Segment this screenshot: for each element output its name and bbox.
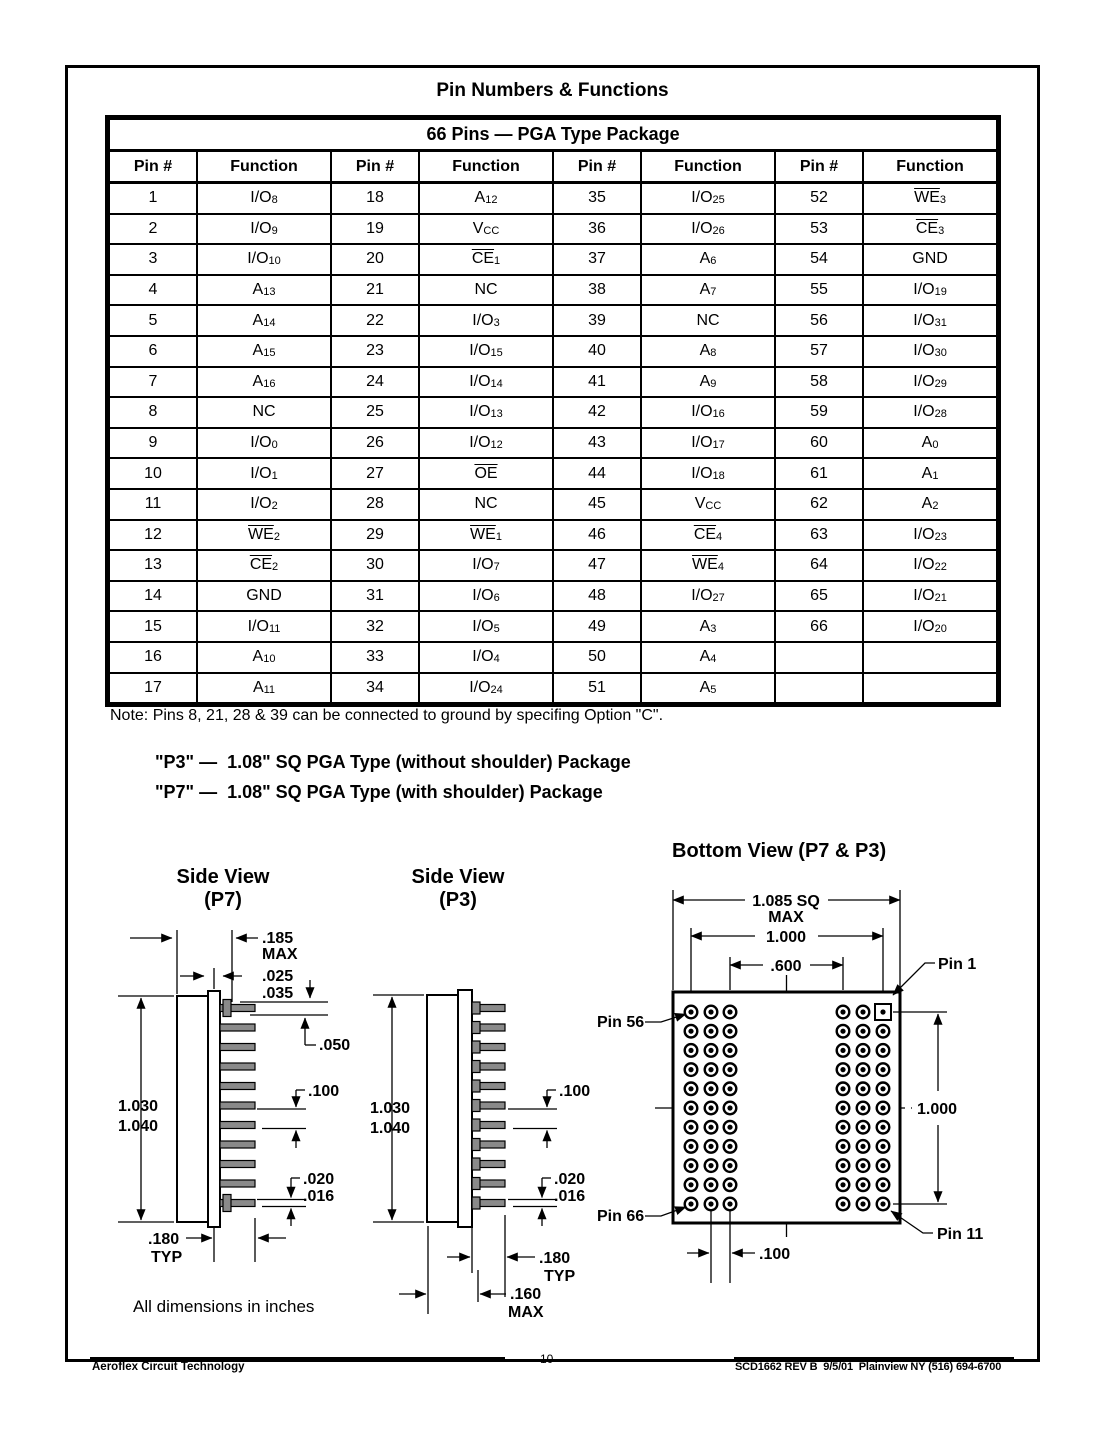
pin-function-cell: $\overline{WE}3$ bbox=[863, 183, 997, 214]
pin-number-cell: 45 bbox=[553, 489, 641, 520]
pin-number-cell: 38 bbox=[553, 275, 641, 306]
table-row bbox=[109, 489, 997, 520]
col-header-pin: Pin # bbox=[775, 151, 863, 183]
pin-number-cell: 59 bbox=[775, 397, 863, 428]
pin-function-cell: GND bbox=[197, 581, 331, 612]
pin-function-cell bbox=[863, 642, 997, 673]
pin-number-cell bbox=[775, 642, 863, 673]
pin-number-cell: 47 bbox=[553, 550, 641, 581]
table-row bbox=[109, 336, 997, 367]
dim-180-typ: TYP bbox=[544, 1268, 576, 1285]
pin-function-cell: VCC bbox=[641, 489, 775, 520]
dim-body-height-1: 1.030 bbox=[118, 1098, 159, 1115]
pin-function-cell: A13 bbox=[197, 275, 331, 306]
pin-number-cell: 20 bbox=[331, 244, 419, 275]
pin-function-cell: I/O18 bbox=[641, 458, 775, 489]
pin-number-cell: 32 bbox=[331, 611, 419, 642]
pin-function-cell: I/O21 bbox=[863, 581, 997, 612]
pin-number-cell: 50 bbox=[553, 642, 641, 673]
table-row bbox=[109, 305, 997, 336]
pin-number-cell: 8 bbox=[109, 397, 197, 428]
pin-function-cell: GND bbox=[863, 244, 997, 275]
dim-160: .160 bbox=[510, 1286, 542, 1303]
col-header-pin: Pin # bbox=[109, 151, 197, 183]
pin-number-cell: 25 bbox=[331, 397, 419, 428]
pin-function-cell: I/O31 bbox=[863, 305, 997, 336]
pin-number-cell: 46 bbox=[553, 520, 641, 551]
pin-function-cell: A11 bbox=[197, 673, 331, 704]
col-header-function: Function bbox=[197, 151, 331, 183]
footer-rule-right bbox=[734, 1357, 1014, 1359]
dim-body-height-2: 1.040 bbox=[118, 1118, 159, 1135]
dim-lead-020: .020 bbox=[554, 1171, 586, 1188]
pin-function-cell: $\overline{CE}2$ bbox=[197, 550, 331, 581]
dim-160-max: MAX bbox=[508, 1304, 544, 1321]
col-header-pin: Pin # bbox=[331, 151, 419, 183]
pin-function-cell: A1 bbox=[863, 458, 997, 489]
pin1-label: Pin 1 bbox=[938, 956, 977, 973]
table-row bbox=[109, 458, 997, 489]
pin-function-cell: $\overline{WE}4$ bbox=[641, 550, 775, 581]
side-view-p7-title: Side View (P7) bbox=[176, 866, 270, 911]
pin-function-cell: I/O9 bbox=[197, 214, 331, 245]
pin-number-cell: 37 bbox=[553, 244, 641, 275]
col-header-function: Function bbox=[863, 151, 997, 183]
pin-function-cell: $\overline{CE}1$ bbox=[419, 244, 553, 275]
pin-function-cell: I/O11 bbox=[197, 611, 331, 642]
pin-function-cell: NC bbox=[419, 275, 553, 306]
page-title: Pin Numbers & Functions bbox=[436, 80, 669, 101]
p7-pin-leads bbox=[220, 1000, 255, 1212]
col-header-function: Function bbox=[641, 151, 775, 183]
pin-number-cell: 49 bbox=[553, 611, 641, 642]
pin-number-cell: 44 bbox=[553, 458, 641, 489]
pin-function-cell: A15 bbox=[197, 336, 331, 367]
pin56-label: Pin 56 bbox=[597, 1014, 645, 1031]
dim-1000-right: 1.000 bbox=[917, 1101, 958, 1118]
pin-number-cell: 11 bbox=[109, 489, 197, 520]
pin-number-cell: 35 bbox=[553, 183, 641, 214]
pin-function-cell: A2 bbox=[863, 489, 997, 520]
pin-number-cell: 26 bbox=[331, 428, 419, 459]
dim-pitch-100: .100 bbox=[559, 1083, 591, 1100]
footer-doc-ref: SCD1662 REV B 9/5/01 Plainview NY (516) 694-6700 bbox=[735, 1361, 1002, 1373]
footer-rule-left bbox=[90, 1357, 505, 1359]
pin-number-cell bbox=[775, 673, 863, 704]
table-title: 66 Pins — PGA Type Package bbox=[109, 119, 997, 151]
dim-050: .050 bbox=[319, 1037, 351, 1054]
pin-function-cell: I/O15 bbox=[419, 336, 553, 367]
table-row bbox=[109, 214, 997, 245]
table-row bbox=[109, 397, 997, 428]
pin-number-cell: 56 bbox=[775, 305, 863, 336]
dim-180: .180 bbox=[539, 1250, 571, 1267]
pin-function-cell: A9 bbox=[641, 367, 775, 398]
pin-function-cell: I/O12 bbox=[419, 428, 553, 459]
pin-function-cell: I/O2 bbox=[197, 489, 331, 520]
pin-function-cell: I/O26 bbox=[641, 214, 775, 245]
pin-number-cell: 10 bbox=[109, 458, 197, 489]
pin-function-cell: $\overline{CE}4$ bbox=[641, 520, 775, 551]
pin-number-cell: 43 bbox=[553, 428, 641, 459]
dim-180-typ: TYP bbox=[151, 1249, 183, 1266]
pin-number-cell: 62 bbox=[775, 489, 863, 520]
pin-function-cell: I/O3 bbox=[419, 305, 553, 336]
table-row bbox=[109, 275, 997, 306]
pin-function-cell: $\overline{WE}1$ bbox=[419, 520, 553, 551]
pin-function-cell: I/O5 bbox=[419, 611, 553, 642]
pin-number-cell: 5 bbox=[109, 305, 197, 336]
pin-function-cell: I/O10 bbox=[197, 244, 331, 275]
col-header-function: Function bbox=[419, 151, 553, 183]
pin-function-cell: I/O24 bbox=[419, 673, 553, 704]
pin-number-cell: 29 bbox=[331, 520, 419, 551]
col-header-pin: Pin # bbox=[553, 151, 641, 183]
table-row bbox=[109, 520, 997, 551]
table-row bbox=[109, 428, 997, 459]
table-body bbox=[109, 183, 997, 704]
pin-number-cell: 4 bbox=[109, 275, 197, 306]
pin-number-cell: 31 bbox=[331, 581, 419, 612]
pin-number-cell: 21 bbox=[331, 275, 419, 306]
pin-number-cell: 12 bbox=[109, 520, 197, 551]
pin-function-cell: A0 bbox=[863, 428, 997, 459]
pin-function-cell: I/O22 bbox=[863, 550, 997, 581]
dim-body-height-1: 1.030 bbox=[370, 1100, 411, 1117]
pin-function-cell: I/O30 bbox=[863, 336, 997, 367]
pin-number-cell: 14 bbox=[109, 581, 197, 612]
pin-function-cell: I/O29 bbox=[863, 367, 997, 398]
pin-function-cell: A4 bbox=[641, 642, 775, 673]
pin-number-cell: 52 bbox=[775, 183, 863, 214]
pin11-label: Pin 11 bbox=[937, 1226, 984, 1243]
pin-table bbox=[105, 115, 1001, 707]
pin-function-cell: A14 bbox=[197, 305, 331, 336]
dim-185-max: MAX bbox=[262, 946, 298, 963]
pin-number-cell: 60 bbox=[775, 428, 863, 459]
pin-number-cell: 36 bbox=[553, 214, 641, 245]
table-note: Note: Pins 8, 21, 28 & 39 can be connected to ground by specifing Option "C". bbox=[110, 707, 664, 724]
pin-function-cell: I/O20 bbox=[863, 611, 997, 642]
pin-function-cell: I/O27 bbox=[641, 581, 775, 612]
pin-function-cell: I/O25 bbox=[641, 183, 775, 214]
pin-number-cell: 42 bbox=[553, 397, 641, 428]
pin-number-cell: 9 bbox=[109, 428, 197, 459]
pin-number-cell: 17 bbox=[109, 673, 197, 704]
pin-function-cell: A7 bbox=[641, 275, 775, 306]
dim-1085-sq: 1.085 SQ bbox=[752, 893, 820, 910]
pin-function-cell: NC bbox=[419, 489, 553, 520]
pin-function-cell: I/O14 bbox=[419, 367, 553, 398]
footer-page-number: 10 bbox=[540, 1352, 554, 1366]
p3-pin-leads bbox=[472, 1002, 505, 1209]
pin-function-cell: I/O13 bbox=[419, 397, 553, 428]
table-row bbox=[109, 244, 997, 275]
dim-pitch-100: .100 bbox=[308, 1083, 340, 1100]
pin-number-cell: 24 bbox=[331, 367, 419, 398]
table-row bbox=[109, 367, 997, 398]
pin-number-cell: 65 bbox=[775, 581, 863, 612]
dim-035: .035 bbox=[262, 985, 294, 1002]
pin-function-cell: I/O16 bbox=[641, 397, 775, 428]
dim-lead-016: .016 bbox=[554, 1188, 586, 1205]
table-row bbox=[109, 183, 997, 214]
pin-function-cell: I/O23 bbox=[863, 520, 997, 551]
pin-number-cell: 18 bbox=[331, 183, 419, 214]
table-header-row bbox=[109, 151, 997, 183]
side-view-p7-drawing bbox=[110, 918, 365, 1278]
pin-function-cell: $\overline{OE}$ bbox=[419, 458, 553, 489]
table-row bbox=[109, 611, 997, 642]
pin-number-cell: 15 bbox=[109, 611, 197, 642]
dim-185: .185 bbox=[262, 930, 294, 947]
package-heading-p7: "P7" — 1.08" SQ PGA Type (with shoulder) Package bbox=[155, 782, 603, 802]
pin-number-cell: 58 bbox=[775, 367, 863, 398]
table-row bbox=[109, 673, 997, 704]
pin-function-cell: I/O17 bbox=[641, 428, 775, 459]
pin-function-cell: A16 bbox=[197, 367, 331, 398]
pin-function-cell: A3 bbox=[641, 611, 775, 642]
dim-body-height-2: 1.040 bbox=[370, 1120, 411, 1137]
pin-function-cell: NC bbox=[197, 397, 331, 428]
dim-pitch-100-bottom: .100 bbox=[759, 1246, 791, 1263]
pin-function-cell: I/O7 bbox=[419, 550, 553, 581]
table-row bbox=[109, 642, 997, 673]
pin-number-cell: 13 bbox=[109, 550, 197, 581]
pin-number-cell: 27 bbox=[331, 458, 419, 489]
pin-number-cell: 40 bbox=[553, 336, 641, 367]
dim-600: .600 bbox=[770, 958, 802, 975]
bottom-view-title: Bottom View (P7 & P3) bbox=[672, 840, 887, 862]
pin-number-cell: 41 bbox=[553, 367, 641, 398]
pin-function-cell: I/O4 bbox=[419, 642, 553, 673]
pin-number-cell: 51 bbox=[553, 673, 641, 704]
pin-function-cell: I/O19 bbox=[863, 275, 997, 306]
pin-number-cell: 30 bbox=[331, 550, 419, 581]
pin-function-cell: A8 bbox=[641, 336, 775, 367]
pin-number-cell: 19 bbox=[331, 214, 419, 245]
pin-number-cell: 48 bbox=[553, 581, 641, 612]
dim-lead-020: .020 bbox=[303, 1171, 335, 1188]
pin-function-cell: A10 bbox=[197, 642, 331, 673]
footer-company: Aeroflex Circuit Technology bbox=[92, 1361, 245, 1373]
dim-lead-016: .016 bbox=[303, 1188, 335, 1205]
pin-number-cell: 64 bbox=[775, 550, 863, 581]
pin-number-cell: 2 bbox=[109, 214, 197, 245]
dim-1000-top: 1.000 bbox=[765, 929, 807, 946]
pin-number-cell: 1 bbox=[109, 183, 197, 214]
table-row bbox=[109, 581, 997, 612]
pin-number-cell: 22 bbox=[331, 305, 419, 336]
pin-number-cell: 61 bbox=[775, 458, 863, 489]
pin-number-cell: 33 bbox=[331, 642, 419, 673]
pin-function-cell: A6 bbox=[641, 244, 775, 275]
pin-number-cell: 66 bbox=[775, 611, 863, 642]
pin-number-cell: 23 bbox=[331, 336, 419, 367]
pin-function-cell: I/O8 bbox=[197, 183, 331, 214]
pin-number-cell: 53 bbox=[775, 214, 863, 245]
pin-number-cell: 55 bbox=[775, 275, 863, 306]
pin-function-cell: NC bbox=[641, 305, 775, 336]
pin-number-cell: 57 bbox=[775, 336, 863, 367]
package-heading-p3: "P3" — 1.08" SQ PGA Type (without shoulder) Package bbox=[155, 752, 631, 772]
bottom-view-drawing bbox=[577, 875, 1047, 1287]
pin-number-cell: 34 bbox=[331, 673, 419, 704]
pin-number-cell: 63 bbox=[775, 520, 863, 551]
pin-function-cell: A5 bbox=[641, 673, 775, 704]
pin66-label: Pin 66 bbox=[597, 1208, 645, 1225]
pin-number-cell: 3 bbox=[109, 244, 197, 275]
pin-function-cell: I/O6 bbox=[419, 581, 553, 612]
pin-number-cell: 7 bbox=[109, 367, 197, 398]
pin-number-cell: 16 bbox=[109, 642, 197, 673]
dim-025: .025 bbox=[262, 968, 294, 985]
pin-function-cell: A12 bbox=[419, 183, 553, 214]
pin-function-cell: $\overline{WE}2$ bbox=[197, 520, 331, 551]
dim-1085-max: MAX bbox=[768, 909, 804, 926]
table-row bbox=[109, 550, 997, 581]
pin-number-cell: 6 bbox=[109, 336, 197, 367]
pin-number-cell: 54 bbox=[775, 244, 863, 275]
pin-function-cell: I/O28 bbox=[863, 397, 997, 428]
pin-function-cell: I/O0 bbox=[197, 428, 331, 459]
pin-function-cell: VCC bbox=[419, 214, 553, 245]
pin-number-cell: 39 bbox=[553, 305, 641, 336]
pin-function-cell: I/O1 bbox=[197, 458, 331, 489]
dimensions-note: All dimensions in inches bbox=[133, 1297, 315, 1316]
pin-function-cell: $\overline{CE}3$ bbox=[863, 214, 997, 245]
dim-180: .180 bbox=[148, 1231, 180, 1248]
pin-number-cell: 28 bbox=[331, 489, 419, 520]
side-view-p3-title: Side View (P3) bbox=[411, 866, 505, 911]
pin-function-cell bbox=[863, 673, 997, 704]
